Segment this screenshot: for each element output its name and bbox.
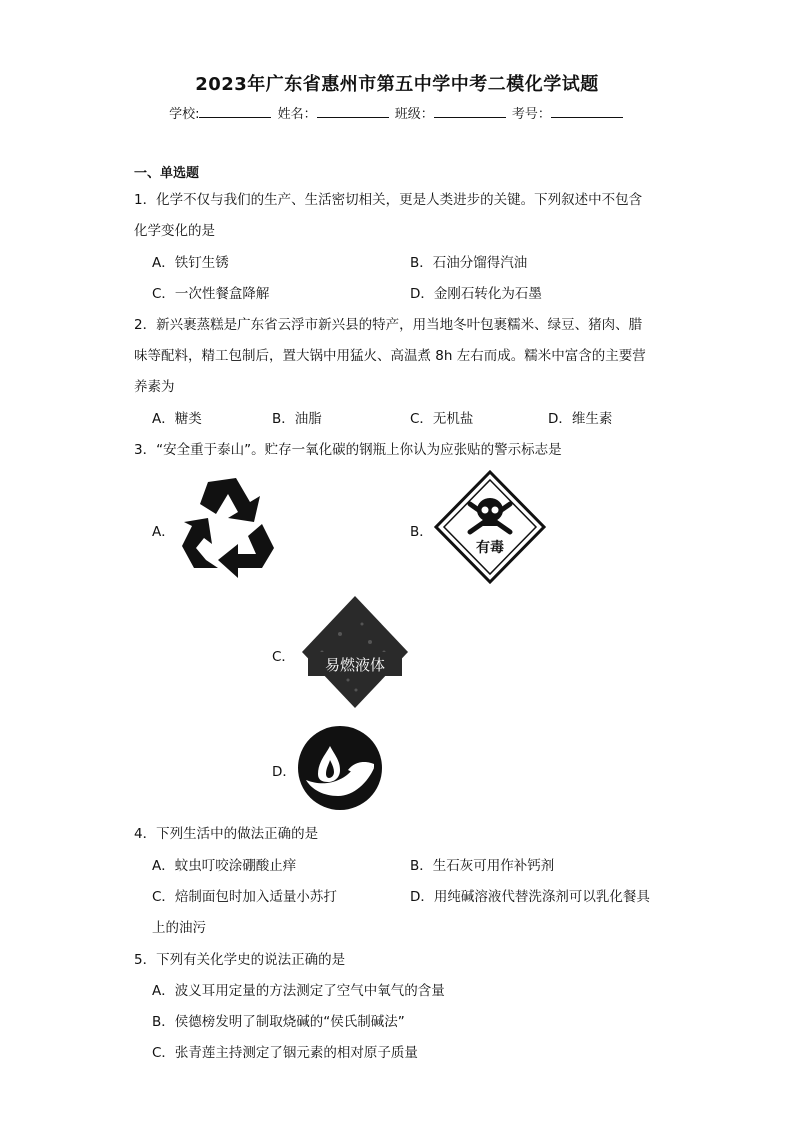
q2-option-c: C．无机盐 bbox=[410, 411, 474, 427]
toxic-sign-text: 有毒 bbox=[476, 540, 504, 556]
q4-option-a: A．蚊虫叮咬涂硼酸止痒 bbox=[152, 858, 297, 874]
school-field[interactable] bbox=[199, 105, 271, 118]
q3-stem: 3．“安全重于泰山”。贮存一氧化碳的钢瓶上你认为应张贴的警示标志是 bbox=[134, 442, 562, 458]
q2-option-b: B．油脂 bbox=[272, 411, 322, 427]
q4-option-c: C．焙制面包时加入适量小苏打 bbox=[152, 889, 337, 905]
q2-stem-line2: 味等配料，精工包制后，置大锅中用猛火、高温煮 8h 左右而成。糯米中富含的主要营 bbox=[134, 348, 646, 364]
water-saving-icon bbox=[296, 724, 384, 812]
q3-option-b-label: B． bbox=[410, 524, 433, 540]
q1-option-a: A．铁钉生锈 bbox=[152, 255, 229, 271]
q1-option-d: D．金刚石转化为石墨 bbox=[410, 286, 542, 302]
q2-option-d: D．维生素 bbox=[548, 411, 613, 427]
recycle-icon bbox=[178, 474, 278, 580]
q3-option-a-label: A． bbox=[152, 524, 175, 540]
school-label: 学校: bbox=[169, 107, 200, 122]
class-field[interactable] bbox=[434, 105, 506, 118]
q1-stem-line1: 1．化学不仅与我们的生产、生活密切相关，更是人类进步的关键。下列叙述中不包含 bbox=[134, 192, 643, 208]
q4-stem: 4．下列生活中的做法正确的是 bbox=[134, 826, 319, 842]
toxic-warning-sign bbox=[434, 470, 546, 584]
q2-stem-line3: 养素为 bbox=[134, 379, 175, 395]
q2-option-a: A．糖类 bbox=[152, 411, 202, 427]
name-field[interactable] bbox=[317, 105, 389, 118]
class-label: 班级： bbox=[394, 107, 434, 122]
q4-option-b: B．生石灰可用作补钙剂 bbox=[410, 858, 555, 874]
q5-option-c: C．张青莲主持测定了铟元素的相对原子质量 bbox=[152, 1045, 418, 1061]
exam-number-label: 考号： bbox=[511, 107, 551, 122]
section-title: 一、单选题 bbox=[134, 166, 200, 181]
q3-option-c-label: C． bbox=[272, 649, 295, 665]
q1-stem-line2: 化学变化的是 bbox=[134, 223, 215, 239]
student-info-row bbox=[0, 103, 794, 122]
q5-stem: 5．下列有关化学史的说法正确的是 bbox=[134, 952, 346, 968]
q1-option-b: B．石油分馏得汽油 bbox=[410, 255, 528, 271]
q5-option-b: B．侯德榜发明了制取烧碱的“侯氏制碱法” bbox=[152, 1014, 405, 1030]
name-label: 姓名： bbox=[277, 107, 317, 122]
q4-option-d: D．用纯碱溶液代替洗涤剂可以乳化餐具 bbox=[410, 889, 650, 905]
exam-number-field[interactable] bbox=[551, 105, 623, 118]
q5-option-a: A．波义耳用定量的方法测定了空气中氧气的含量 bbox=[152, 983, 445, 999]
q4-option-d-continued: 上的油污 bbox=[152, 920, 206, 936]
exam-title: 2023年广东省惠州市第五中学中考二模化学试题 bbox=[195, 74, 599, 95]
flammable-liquid-sign bbox=[300, 594, 410, 710]
q3-option-d-label: D． bbox=[272, 764, 296, 780]
q1-option-c: C．一次性餐盒降解 bbox=[152, 286, 270, 302]
q2-stem-line1: 2．新兴裹蒸糕是广东省云浮市新兴县的特产，用当地冬叶包裹糯米、绿豆、猪肉、腊 bbox=[134, 317, 643, 333]
flammable-sign-text: 易燃液体 bbox=[324, 656, 386, 674]
